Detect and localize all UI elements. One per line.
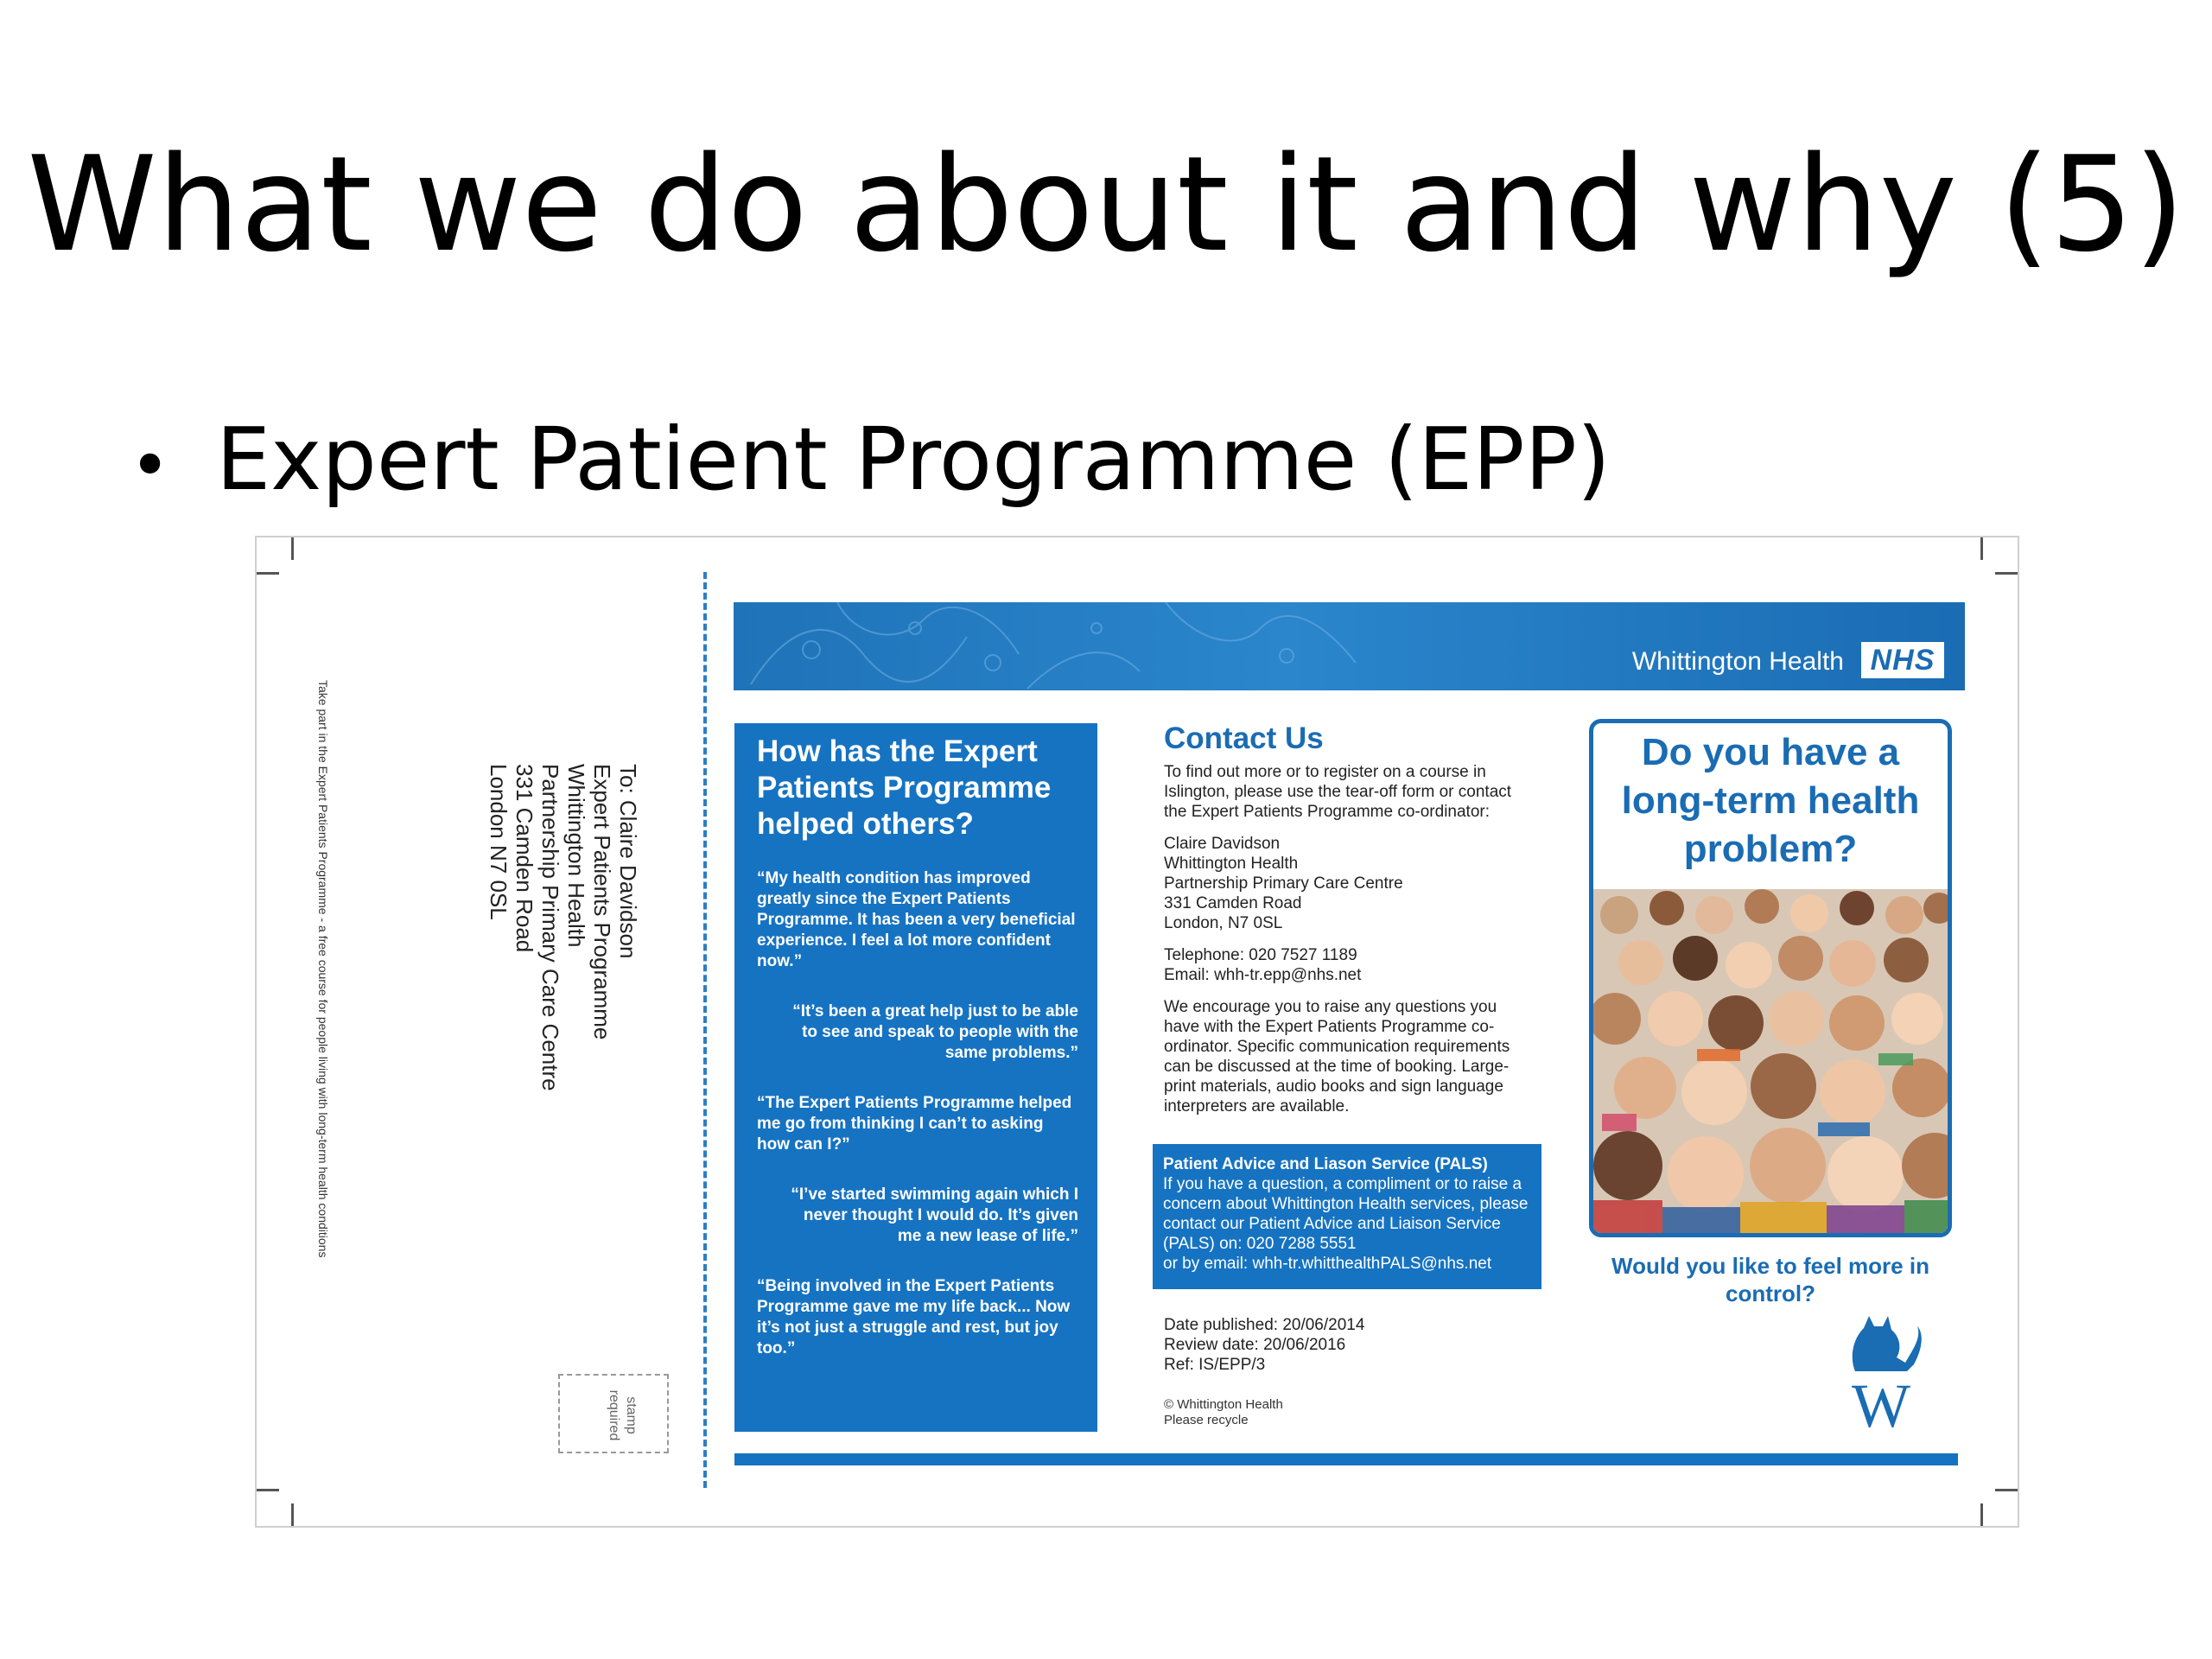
contact-encourage: We encourage you to raise any questions you have with the Expert Patients Programme co-ordinator. Specific communication requirements can be discussed at the time of booking. Large-print materials, audio books and sign language interpreters are available. xyxy=(1164,998,1510,1116)
review-date: Review date: 20/06/2016 xyxy=(1164,1336,1346,1354)
stamp-box xyxy=(558,1374,669,1453)
contact-details xyxy=(1164,945,1527,985)
cat-logo-letter: W xyxy=(1852,1371,1910,1432)
mailing-address xyxy=(486,764,641,1091)
crop-mark xyxy=(1995,1489,2018,1491)
cover-heading: Do you have a long-term health problem? xyxy=(1621,731,1920,870)
crop-mark xyxy=(257,572,279,575)
slide-title: What we do about it and why (5) xyxy=(27,128,2185,281)
contact-telephone: Telephone: 020 7527 1189 xyxy=(1164,946,1357,964)
crop-mark xyxy=(291,1503,294,1526)
pals-title: Patient Advice and Liason Service (PALS) xyxy=(1163,1155,1488,1173)
testimonials-panel xyxy=(734,723,1097,1432)
cat-logo-icon xyxy=(1838,1311,1924,1432)
strapline: Take part in the Expert Patients Programme - a free course for people living with long-term health conditions xyxy=(316,680,330,1258)
contact-address: Claire Davidson Whittington Health Partnership Primary Care Centre 331 Camden Road London, N7 0SL xyxy=(1164,835,1403,932)
crop-mark xyxy=(1980,537,1983,560)
nhs-logo: NHS xyxy=(1861,642,1944,678)
reference: Ref: IS/EPP/3 xyxy=(1164,1356,1266,1374)
contact-intro: To find out more or to register on a course in Islington, please use the tear-off form or contact the Expert Patients Programme co-ordinator: xyxy=(1164,763,1512,821)
testimonial-quote: “My health condition has improved greatly since the Expert Patients Programme. It has been a very beneficial experience. I feel a lot more confident now.” xyxy=(757,869,1076,970)
contact-heading: Contact Us xyxy=(1164,721,1324,755)
contact-section xyxy=(1164,721,1527,1128)
bullet-dot-icon: • xyxy=(130,424,171,505)
pals-email: or by email: whh-tr.whitthealthPALS@nhs.net xyxy=(1163,1255,1492,1273)
tear-off-line xyxy=(703,572,707,1488)
testimonial-quote: “Being involved in the Expert Patients Programme gave me my life back... Now it’s not just a struggle and rest, but joy too.” xyxy=(757,1277,1071,1357)
header-banner xyxy=(734,602,1965,690)
testimonial-quote: “The Expert Patients Programme helped me go from thinking I can’t to asking how can I?” xyxy=(757,1094,1072,1154)
address-line: London N7 0SL xyxy=(486,764,512,920)
crop-mark xyxy=(257,1489,279,1491)
testimonial-quote: “I’ve started swimming again which I never thought I would do. It’s given me a new lease of life.” xyxy=(791,1185,1078,1245)
crop-mark xyxy=(291,537,294,560)
org-name: Whittington Health xyxy=(1631,647,1844,676)
address-line: 331 Camden Road xyxy=(512,764,537,953)
banner-pattern xyxy=(734,602,1965,690)
cover-frame xyxy=(1589,719,1952,1237)
bullet-item xyxy=(130,408,1611,512)
cover-subtitle: Would you like to feel more in control? xyxy=(1611,1253,1929,1306)
pals-body: If you have a question, a compliment or to raise a concern about Whittington Health services, please contact our Patient Advice and Liaison Service (PALS) on: 020 7288 5551 xyxy=(1163,1175,1529,1253)
copyright-notice: © Whittington Health Please recycle xyxy=(1164,1397,1283,1427)
stamp-label: stamp required xyxy=(607,1389,639,1441)
contact-email: Email: whh-tr.epp@nhs.net xyxy=(1164,966,1362,984)
pals-box xyxy=(1153,1144,1541,1289)
leaflet-image xyxy=(255,536,2019,1528)
date-published: Date published: 20/06/2014 xyxy=(1164,1316,1365,1334)
testimonial-quote: “It’s been a great help just to be able to see and speak to people with the same problems.” xyxy=(792,1002,1078,1062)
address-line: Whittington Health xyxy=(563,764,589,948)
crop-mark xyxy=(1995,572,2018,575)
publication-info xyxy=(1164,1315,1527,1375)
crop-mark xyxy=(1980,1503,1983,1526)
crowd-photo xyxy=(1593,889,1948,1233)
bullet-text: Expert Patient Programme (EPP) xyxy=(216,409,1611,510)
address-line: Partnership Primary Care Centre xyxy=(537,764,563,1091)
testimonials-heading: How has the Expert Patients Programme helped others? xyxy=(757,734,1052,841)
footer-bar xyxy=(734,1453,1958,1465)
address-line: Expert Patients Programme xyxy=(589,764,615,1040)
address-line: To: Claire Davidson xyxy=(615,764,641,959)
